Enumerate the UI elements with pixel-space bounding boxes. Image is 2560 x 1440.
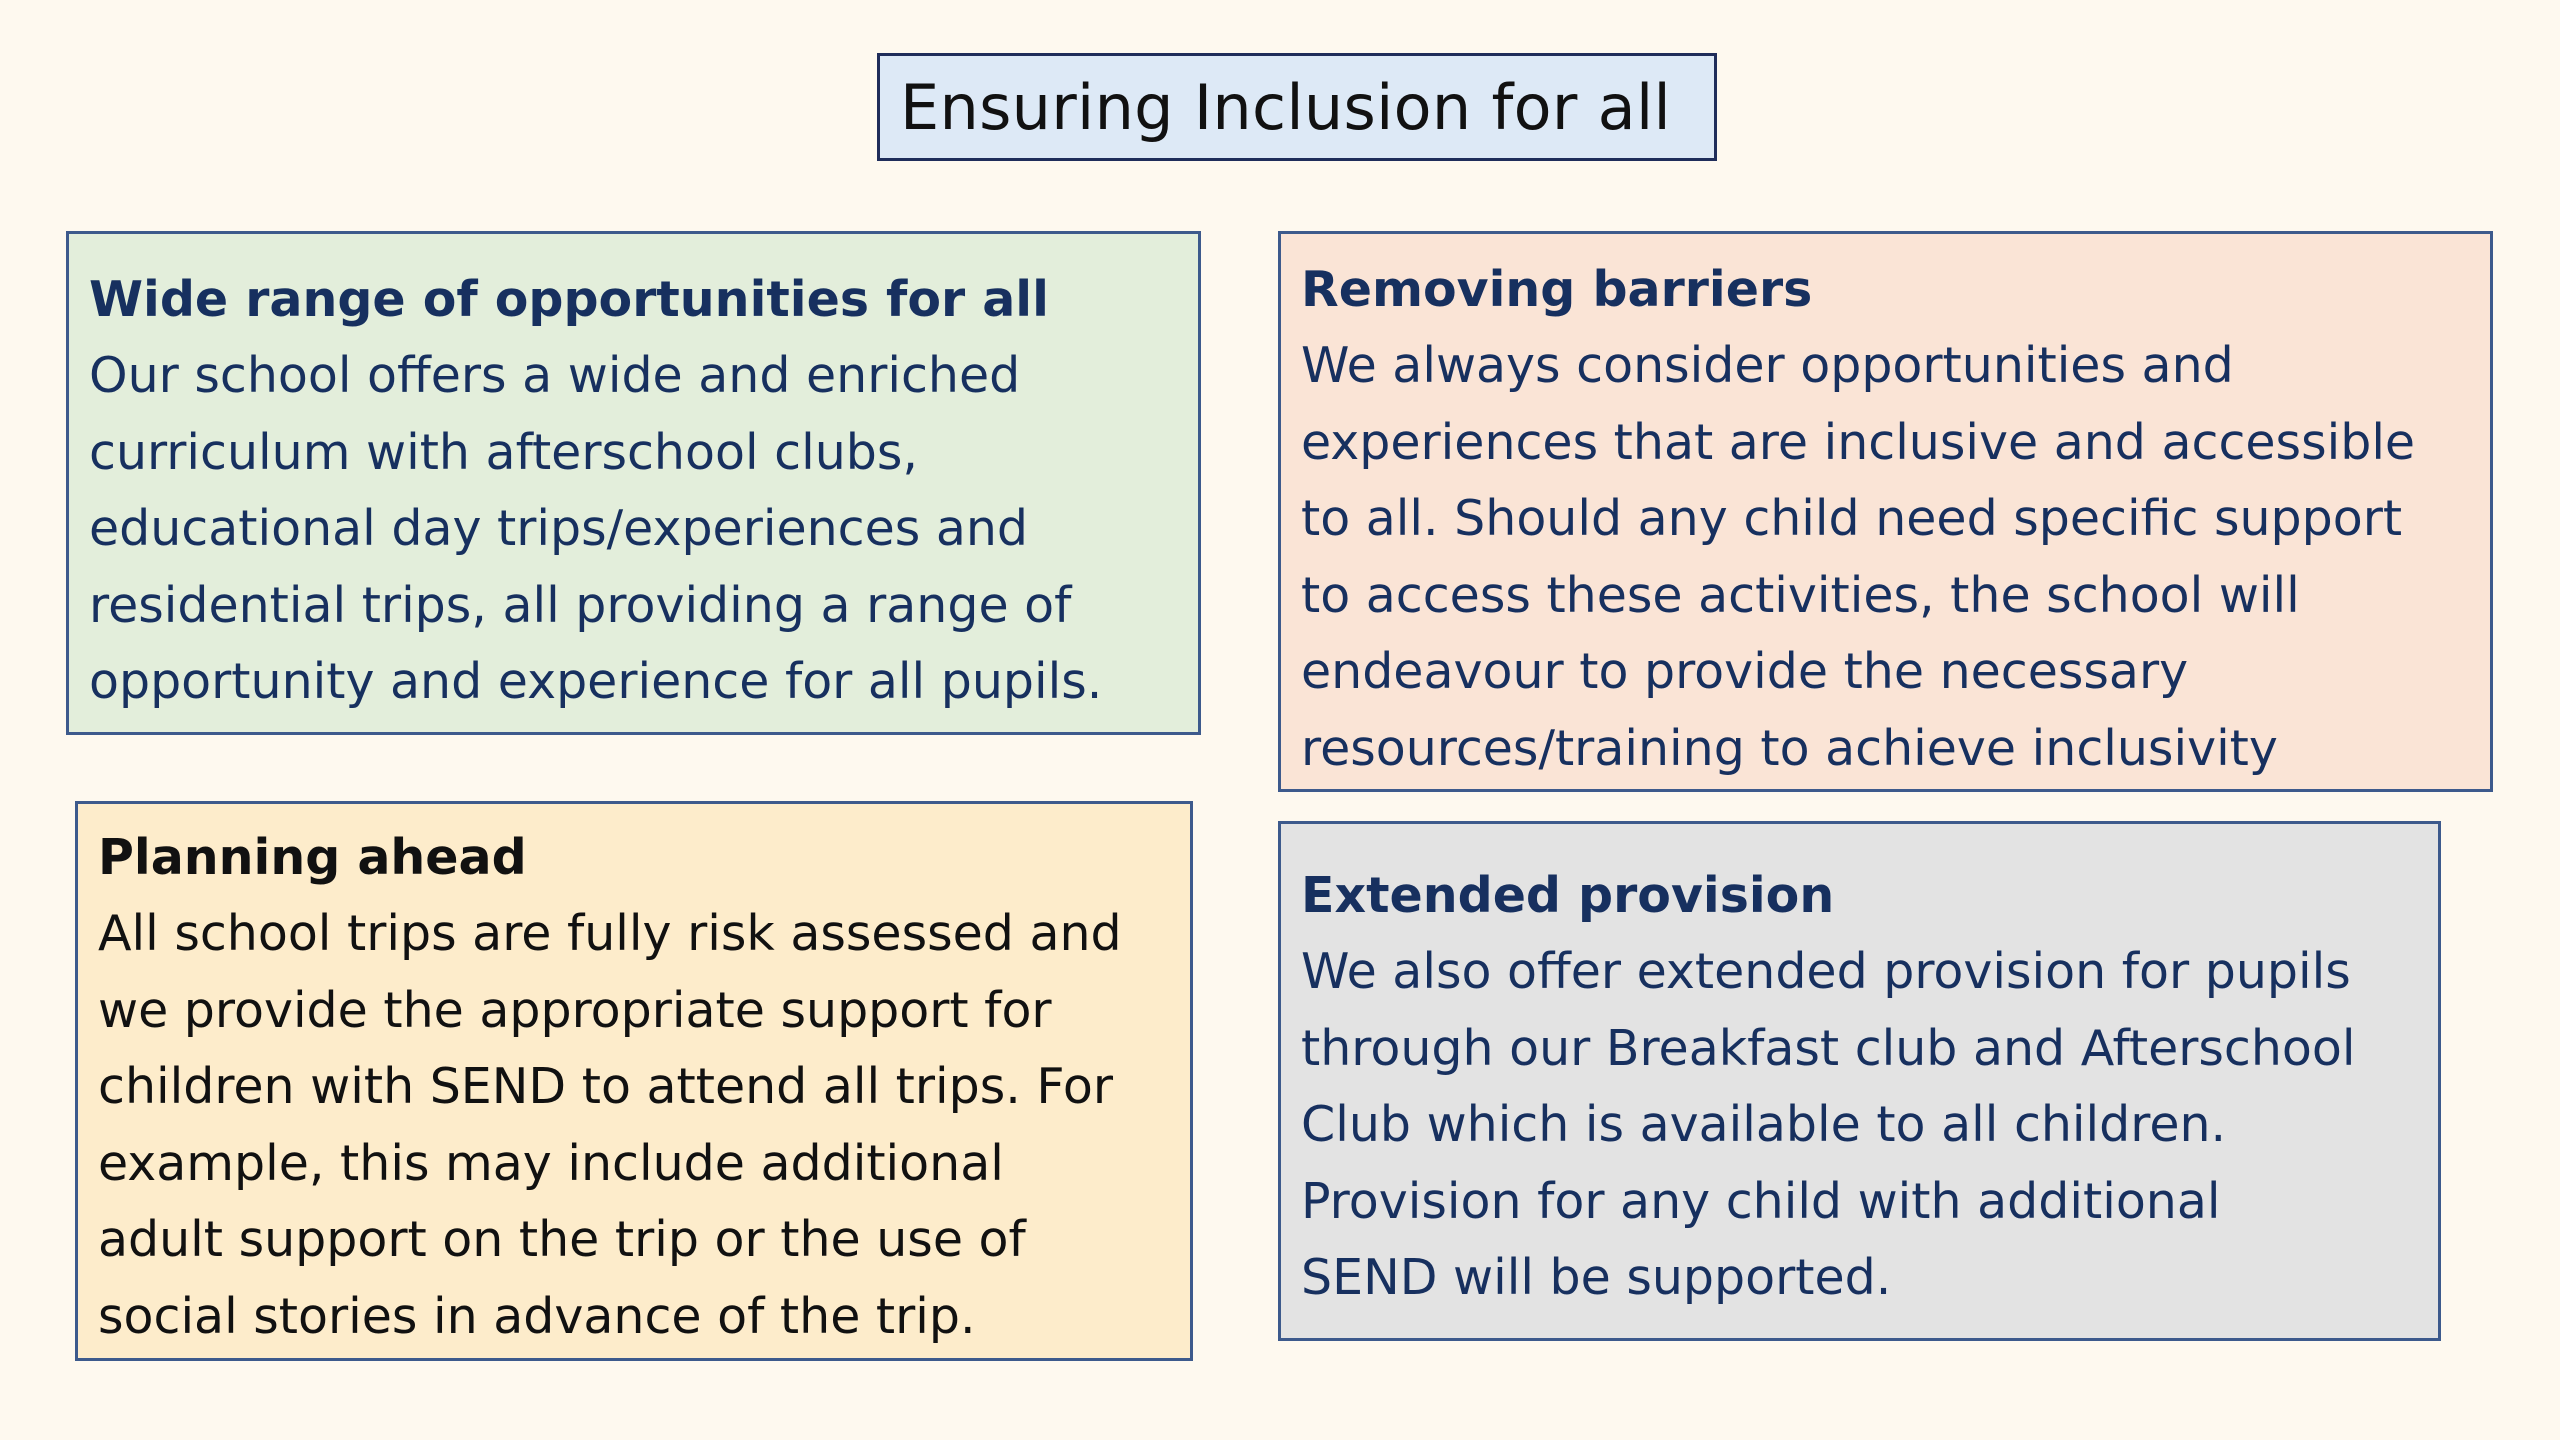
extended-line: Provision for any child with additional [1301, 1172, 2221, 1230]
extended-box [1278, 821, 2441, 1341]
barriers-line: resources/training to achieve inclusivity [1301, 719, 2278, 777]
extended-heading: Extended provision [1301, 867, 1835, 924]
barriers-heading: Removing barriers [1301, 261, 1813, 318]
barriers-line: We always consider opportunities and [1301, 337, 2234, 394]
opportunities-line: educational day trips/experiences and [89, 500, 1029, 557]
extended-line: SEND will be supported. [1301, 1249, 1892, 1306]
extended-line: through our Breakfast club and Afterschool [1301, 1019, 2356, 1077]
planning-line: adult support on the trip or the use of [98, 1211, 1026, 1268]
page-title: Ensuring Inclusion for all [900, 70, 1671, 144]
extended-line: We also offer extended provision for pupils [1301, 943, 2351, 1000]
opportunities-line: opportunity and experience for all pupils. [89, 653, 1103, 710]
planning-line: All school trips are fully risk assessed and [98, 905, 1122, 962]
opportunities-line: curriculum with afterschool clubs, [89, 423, 918, 481]
planning-line: we provide the appropriate support for [98, 981, 1052, 1039]
barriers-box [1278, 231, 2493, 792]
barriers-line: endeavour to provide the necessary [1301, 643, 2189, 700]
planning-line: example, this may include additional [98, 1134, 1004, 1192]
opportunities-line: residential trips, all providing a range of [89, 576, 1072, 634]
extended-line: Club which is available to all children. [1301, 1096, 2227, 1153]
barriers-line: experiences that are inclusive and accessible [1301, 413, 2416, 471]
planning-line: children with SEND to attend all trips. For [98, 1058, 1113, 1115]
planning-box [75, 801, 1193, 1361]
barriers-line: to access these activities, the school will [1301, 566, 2300, 624]
opportunities-heading: Wide range of opportunities for all [89, 271, 1049, 328]
opportunities-box [66, 231, 1201, 735]
planning-heading: Planning ahead [98, 829, 527, 886]
opportunities-line: Our school offers a wide and enriched [89, 347, 1021, 404]
barriers-line: to all. Should any child need specific support [1301, 490, 2403, 547]
title-box [877, 53, 1717, 161]
planning-line: social stories in advance of the trip. [98, 1287, 976, 1345]
